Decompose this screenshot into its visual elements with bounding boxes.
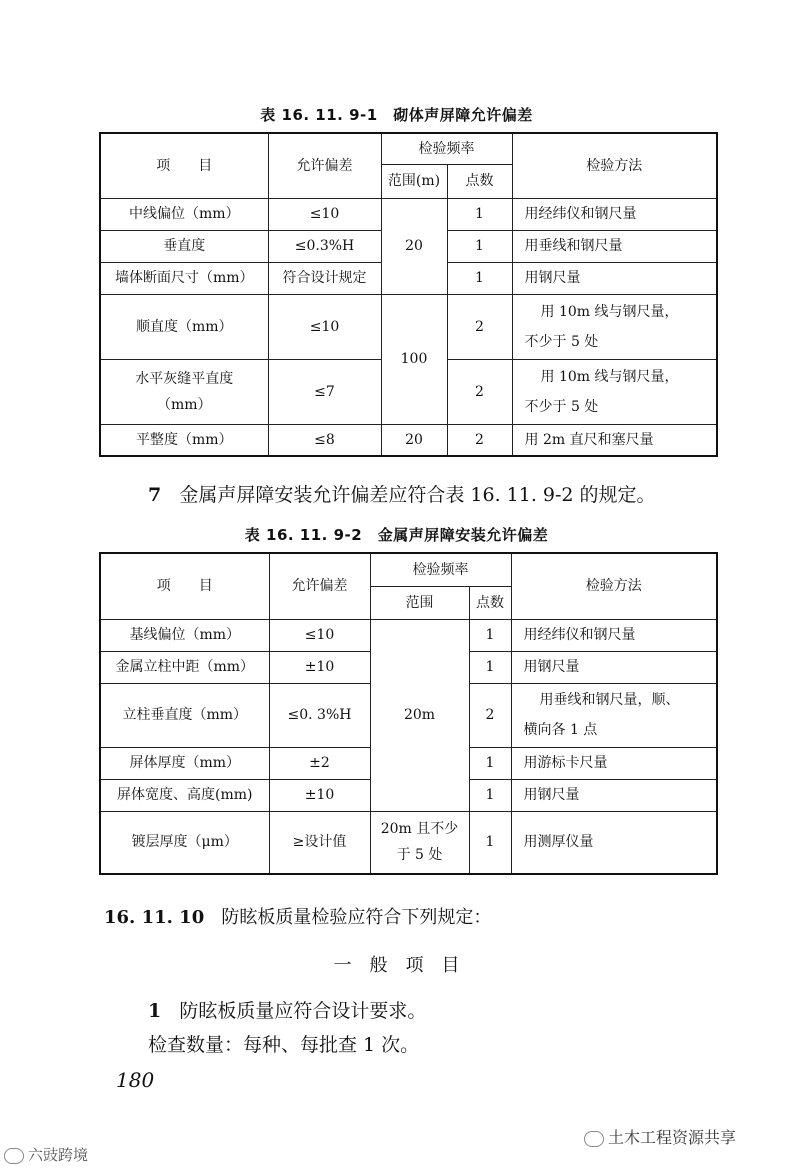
t1-r2-item: 垂直度 — [100, 230, 268, 262]
t1-r5-method-line1: 用 10m 线与钢尺量， — [540, 368, 679, 385]
table-row — [100, 294, 717, 359]
t2-header-range: 范围 — [370, 586, 469, 619]
t2-header-tolerance: 允许偏差 — [269, 553, 370, 619]
t2-header-points: 点数 — [469, 586, 511, 619]
t2-r1-method: 用经纬仪和钢尺量 — [511, 619, 717, 651]
table-row — [100, 619, 717, 651]
table-row — [100, 811, 717, 874]
t1-r2-points: 1 — [447, 230, 512, 262]
t2-r1-tolerance: ≤10 — [269, 619, 370, 651]
table2-caption: 表 16. 11. 9-2 金属声屏障安装允许偏差 — [244, 526, 549, 544]
t1-r3-method: 用钢尺量 — [512, 262, 717, 294]
t1-r5-item-line2: （mm） — [156, 396, 212, 413]
t2-r1-item: 基线偏位（mm） — [100, 619, 269, 651]
table1-caption: 表 16. 11. 9-1 砌体声屏障允许偏差 — [260, 106, 533, 124]
watermark-logo-icon — [4, 1148, 24, 1164]
t1-r4-points: 2 — [447, 294, 512, 359]
t2-r5-item: 屏体宽度、高度(mm) — [100, 779, 269, 811]
clause-1 — [148, 996, 426, 1023]
watermark-right-text: 土木工程资源共享 — [608, 1128, 737, 1147]
t2-r3-method — [511, 683, 717, 747]
t2-r3-method-line2: 横向各 1 点 — [523, 722, 598, 738]
t2-r2-tolerance: ±10 — [269, 651, 370, 683]
clause-7-text: 金属声屏障安装允许偏差应符合表 16. 11. 9-2 的规定。 — [179, 484, 656, 506]
t1-r1-tolerance: ≤10 — [268, 198, 381, 230]
wechat-icon — [584, 1131, 604, 1147]
t2-r2-item: 金属立柱中距（mm） — [100, 651, 269, 683]
t1-range-group-1: 20 — [381, 198, 447, 294]
t2-r6-range-line1: 20m 且不少 — [380, 821, 459, 838]
t2-r4-item: 屏体厚度（mm） — [100, 747, 269, 779]
table-row — [100, 424, 717, 456]
t1-r2-tolerance: ≤0.3%H — [268, 230, 381, 262]
t1-header-item: 项 目 — [100, 133, 268, 198]
section-text: 防眩板质量检验应符合下列规定： — [221, 907, 492, 928]
t1-r5-method — [512, 359, 717, 424]
t1-header-points: 点数 — [447, 164, 512, 198]
t2-r3-item: 立柱垂直度（mm） — [100, 683, 269, 747]
t1-r4-method-line2: 不少于 5 处 — [524, 333, 599, 350]
t1-r5-method-line2: 不少于 5 处 — [524, 398, 599, 415]
t2-r3-points: 2 — [469, 683, 511, 747]
t1-r5-item — [100, 359, 268, 424]
clause-7 — [148, 480, 656, 507]
t1-r2-method: 用垂线和钢尺量 — [512, 230, 717, 262]
t2-header-frequency: 检验频率 — [370, 553, 511, 586]
t2-r5-points: 1 — [469, 779, 511, 811]
watermark-left — [4, 1144, 88, 1165]
t1-r4-method — [512, 294, 717, 359]
t1-r6-method: 用 2m 直尺和塞尺量 — [512, 424, 717, 456]
t1-r6-item: 平整度（mm） — [100, 424, 268, 456]
t2-r3-tolerance: ≤0. 3%H — [269, 683, 370, 747]
t1-r3-item: 墙体断面尺寸（mm） — [100, 262, 268, 294]
t1-header-tolerance: 允许偏差 — [268, 133, 381, 198]
section-16-11-10 — [104, 903, 491, 929]
t2-r2-points: 1 — [469, 651, 511, 683]
t1-r1-item: 中线偏位（mm） — [100, 198, 268, 230]
t2-range-group: 20m — [370, 619, 469, 811]
t2-r4-tolerance: ±2 — [269, 747, 370, 779]
t2-r6-tolerance: ≥设计值 — [269, 811, 370, 874]
t1-r6-range: 20 — [381, 424, 447, 456]
t1-header-frequency: 检验频率 — [381, 133, 512, 164]
t2-r6-range-line2: 于 5 处 — [396, 847, 443, 864]
t2-r1-points: 1 — [469, 619, 511, 651]
t2-r6-range — [370, 811, 469, 874]
general-heading: 一 般 项 目 — [333, 955, 460, 976]
t1-header-method: 检验方法 — [512, 133, 717, 198]
t1-r4-method-line1: 用 10m 线与钢尺量， — [540, 303, 679, 320]
page-number: 180 — [116, 1068, 155, 1092]
t2-r4-points: 1 — [469, 747, 511, 779]
t1-r4-tolerance: ≤10 — [268, 294, 381, 359]
t1-r6-points: 2 — [447, 424, 512, 456]
table1 — [99, 132, 718, 457]
t1-r5-item-line1: 水平灰缝平直度 — [135, 370, 234, 387]
t2-r6-method: 用测厚仪量 — [511, 811, 717, 874]
t2-r6-points: 1 — [469, 811, 511, 874]
clause-1-text: 防眩板质量应符合设计要求。 — [179, 1000, 427, 1022]
t2-r5-method: 用钢尺量 — [511, 779, 717, 811]
t1-r3-points: 1 — [447, 262, 512, 294]
table-row — [100, 198, 717, 230]
t2-r5-tolerance: ±10 — [269, 779, 370, 811]
t1-r3-tolerance: 符合设计规定 — [268, 262, 381, 294]
watermark-left-text: 六豉跨境 — [28, 1146, 89, 1164]
t2-r2-method: 用钢尺量 — [511, 651, 717, 683]
inspection-quantity: 检查数量：每种、每批查 1 次。 — [148, 1034, 420, 1056]
t1-header-range: 范围(m) — [381, 164, 447, 198]
section-number: 16. 11. 10 — [104, 907, 205, 928]
t1-r1-points: 1 — [447, 198, 512, 230]
table2 — [99, 552, 718, 875]
t2-r4-method: 用游标卡尺量 — [511, 747, 717, 779]
t1-range-group-2: 100 — [381, 294, 447, 424]
t2-header-item: 项 目 — [100, 553, 269, 619]
t1-r6-tolerance: ≤8 — [268, 424, 381, 456]
t1-r5-tolerance: ≤7 — [268, 359, 381, 424]
t1-r1-method: 用经纬仪和钢尺量 — [512, 198, 717, 230]
t2-header-method: 检验方法 — [511, 553, 717, 619]
t1-r4-item: 顺直度（mm） — [100, 294, 268, 359]
t2-r6-item: 镀层厚度（μm） — [100, 811, 269, 874]
t1-r5-points: 2 — [447, 359, 512, 424]
clause-1-number: 1 — [148, 1000, 162, 1022]
t2-r3-method-line1: 用垂线和钢尺量，顺、 — [539, 692, 680, 708]
watermark-right — [584, 1125, 736, 1148]
clause-7-number: 7 — [148, 484, 162, 506]
